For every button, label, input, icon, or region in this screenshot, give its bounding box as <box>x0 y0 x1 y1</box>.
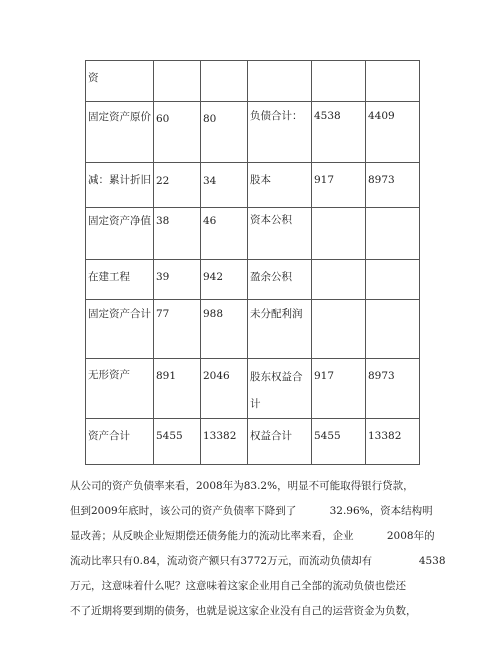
table-row <box>86 163 420 208</box>
table-cell <box>154 61 201 102</box>
table-cell <box>366 300 420 359</box>
table-cell: 917 <box>312 163 366 208</box>
analysis-paragraph <box>70 474 446 624</box>
table-cell: 34 <box>201 163 248 208</box>
paragraph-line: 流动比率只有0.84，流动资产额只有3772万元，而流动负债却有 4538 <box>70 555 446 567</box>
table-cell: 60 <box>154 102 201 163</box>
table-cell: 5455 <box>312 419 366 465</box>
table-cell: 988 <box>201 300 248 359</box>
table-cell <box>366 260 420 300</box>
table-cell: 4409 <box>366 102 420 163</box>
table-cell: 股本 <box>248 163 312 208</box>
table-row <box>86 208 420 260</box>
table-cell <box>366 208 420 260</box>
table-row <box>86 300 420 359</box>
table-cell: 2046 <box>201 359 248 419</box>
table-cell <box>312 300 366 359</box>
table-cell <box>312 61 366 102</box>
table-cell: 固定资产合计 <box>86 300 154 359</box>
table-cell: 固定资产原价 <box>86 102 154 163</box>
table-cell: 891 <box>154 359 201 419</box>
table-cell: 无形资产 <box>86 359 154 419</box>
table-row <box>86 61 420 102</box>
table-cell: 80 <box>201 102 248 163</box>
balance-sheet-table <box>85 60 420 465</box>
table-cell <box>366 61 420 102</box>
table-cell <box>312 260 366 300</box>
table-row <box>86 359 420 419</box>
table-cell: 资本公积 <box>248 208 312 260</box>
table-cell: 13382 <box>201 419 248 465</box>
table-cell: 固定资产净值 <box>86 208 154 260</box>
table-cell: 权益合计 <box>248 419 312 465</box>
table-cell: 减：累计折旧 <box>86 163 154 208</box>
table-cell <box>248 61 312 102</box>
table-row <box>86 419 420 465</box>
paragraph-line: 从公司的资产负债率来看，2008年为83.2%，明显不可能取得银行贷款， <box>70 480 414 492</box>
table-cell: 38 <box>154 208 201 260</box>
table-cell: 8973 <box>366 359 420 419</box>
table-cell: 未分配利润 <box>248 300 312 359</box>
table-cell: 股东权益合计 <box>248 359 312 419</box>
table-cell: 4538 <box>312 102 366 163</box>
table-cell: 13382 <box>366 419 420 465</box>
table-cell: 资 <box>86 61 154 102</box>
table-row <box>86 102 420 163</box>
table-cell <box>312 208 366 260</box>
paragraph-line: 显改善；从反映企业短期偿还债务能力的流动比率来看，企业 2008年的 <box>70 530 435 542</box>
table-cell: 5455 <box>154 419 201 465</box>
table-cell <box>201 61 248 102</box>
table-cell: 942 <box>201 260 248 300</box>
table-cell: 22 <box>154 163 201 208</box>
table-cell: 在建工程 <box>86 260 154 300</box>
table-cell: 负债合计： <box>248 102 312 163</box>
table-cell: 917 <box>312 359 366 419</box>
table-cell: 46 <box>201 208 248 260</box>
table-cell: 资产合计 <box>86 419 154 465</box>
paragraph-line: 万元，这意味着什么呢？这意味着这家企业用自己全部的流动负债也偿还 <box>70 580 406 592</box>
table-cell: 77 <box>154 300 201 359</box>
paragraph-line: 但到2009年底时，该公司的资产负债率下降到了 32.96%，资本结构明 <box>70 505 433 517</box>
table-row <box>86 260 420 300</box>
paragraph-line: 不了近期将要到期的债务，也就是说这家企业没有自己的运营资金为负数， <box>70 605 417 617</box>
table-cell: 盈余公积 <box>248 260 312 300</box>
table-cell: 8973 <box>366 163 420 208</box>
table-cell: 39 <box>154 260 201 300</box>
